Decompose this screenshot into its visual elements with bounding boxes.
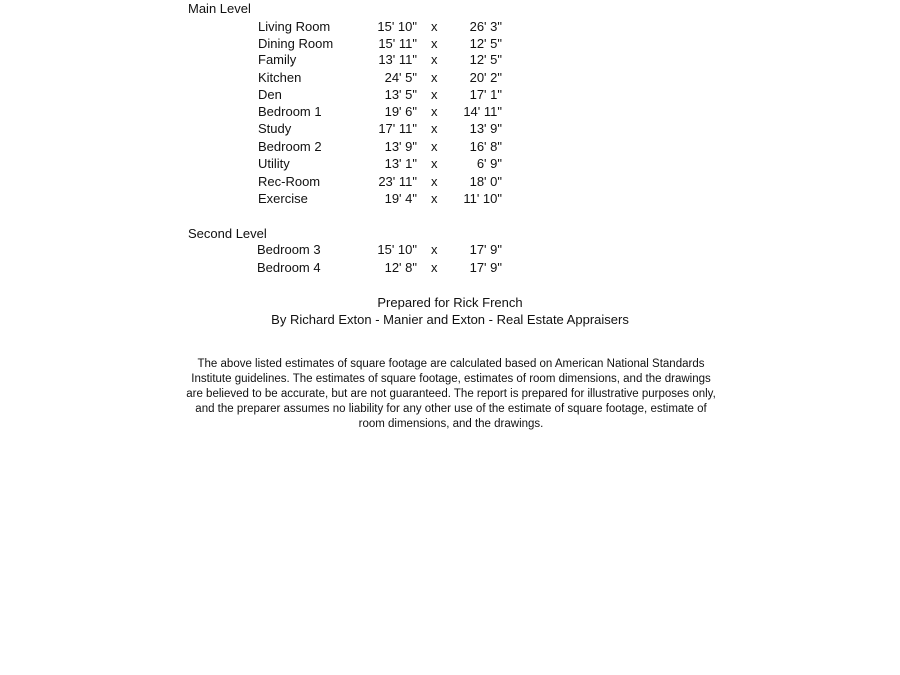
room-length: 17' 9" — [469, 242, 502, 257]
room-length: 12' 5" — [469, 52, 502, 67]
room-width: 13' 11" — [378, 52, 417, 67]
main-level-heading: Main Level — [188, 1, 251, 16]
room-width: 19' 6" — [384, 104, 417, 119]
room-row — [0, 87, 900, 104]
times-symbol: x — [431, 242, 438, 257]
room-width: 23' 11" — [378, 174, 417, 189]
room-length: 12' 5" — [469, 36, 502, 51]
room-width: 12' 8" — [384, 260, 417, 275]
times-symbol: x — [431, 70, 438, 85]
room-length: 17' 1" — [469, 87, 502, 102]
disclaimer-paragraph: The above listed estimates of square footage are calculated based on American National Standards Institute guidelines. The estimates of square footage, estimates of room dimensions, and the drawings are believed to be accurate, but are not guaranteed. The report is prepared for illustrative purposes only, and the preparer assumes no liability for any other use of the estimate of square footage, estimate of room dimensions, and the drawings. — [186, 358, 716, 430]
room-width: 13' 9" — [384, 139, 417, 154]
room-length: 20' 2" — [469, 70, 502, 85]
room-row — [0, 139, 900, 156]
room-width: 15' 10" — [377, 242, 417, 257]
second-level-heading: Second Level — [188, 226, 267, 241]
room-length: 11' 10" — [463, 191, 502, 206]
room-name: Dining Room — [258, 36, 334, 51]
room-row — [0, 104, 900, 121]
room-name: Kitchen — [258, 70, 302, 85]
prepared-for-line: Prepared for Rick French — [377, 295, 523, 310]
room-row — [0, 191, 900, 208]
room-name: Bedroom 3 — [257, 242, 321, 257]
times-symbol: x — [431, 87, 438, 102]
room-width: 24' 5" — [384, 70, 417, 85]
times-symbol: x — [431, 19, 438, 34]
times-symbol: x — [431, 104, 438, 119]
times-symbol: x — [431, 139, 438, 154]
room-name: Rec-Room — [258, 174, 321, 189]
room-name: Bedroom 4 — [257, 260, 321, 275]
times-symbol: x — [431, 52, 438, 67]
room-width: 19' 4" — [384, 191, 417, 206]
room-length: 6' 9" — [476, 156, 502, 171]
room-row — [0, 156, 900, 173]
room-row — [0, 19, 900, 36]
room-width: 13' 1" — [384, 156, 417, 171]
room-length: 26' 3" — [469, 19, 502, 34]
room-width: 13' 5" — [384, 87, 417, 102]
room-name: Living Room — [258, 19, 331, 34]
times-symbol: x — [431, 121, 438, 136]
room-name: Bedroom 1 — [258, 104, 322, 119]
room-name: Exercise — [258, 191, 308, 206]
room-name: Den — [258, 87, 282, 102]
times-symbol: x — [431, 156, 438, 171]
room-name: Study — [258, 121, 292, 136]
room-length: 14' 11" — [463, 104, 502, 119]
room-row — [0, 121, 900, 138]
room-row — [0, 52, 900, 69]
times-symbol: x — [431, 260, 438, 275]
room-width: 15' 11" — [378, 36, 417, 51]
room-length: 16' 8" — [469, 139, 502, 154]
room-name: Bedroom 2 — [258, 139, 322, 154]
room-length: 13' 9" — [469, 121, 502, 136]
room-length: 17' 9" — [469, 260, 502, 275]
room-row — [0, 260, 900, 277]
times-symbol: x — [431, 174, 438, 189]
room-row — [0, 70, 900, 87]
room-row — [0, 36, 900, 53]
room-row — [0, 174, 900, 191]
room-length: 18' 0" — [469, 174, 502, 189]
prepared-by-line: By Richard Exton - Manier and Exton - Real Estate Appraisers — [271, 312, 629, 327]
room-name: Utility — [258, 156, 290, 171]
room-name: Family — [258, 52, 297, 67]
times-symbol: x — [431, 191, 438, 206]
times-symbol: x — [431, 36, 438, 51]
room-row — [0, 242, 900, 259]
room-width: 15' 10" — [377, 19, 417, 34]
room-width: 17' 11" — [378, 121, 417, 136]
